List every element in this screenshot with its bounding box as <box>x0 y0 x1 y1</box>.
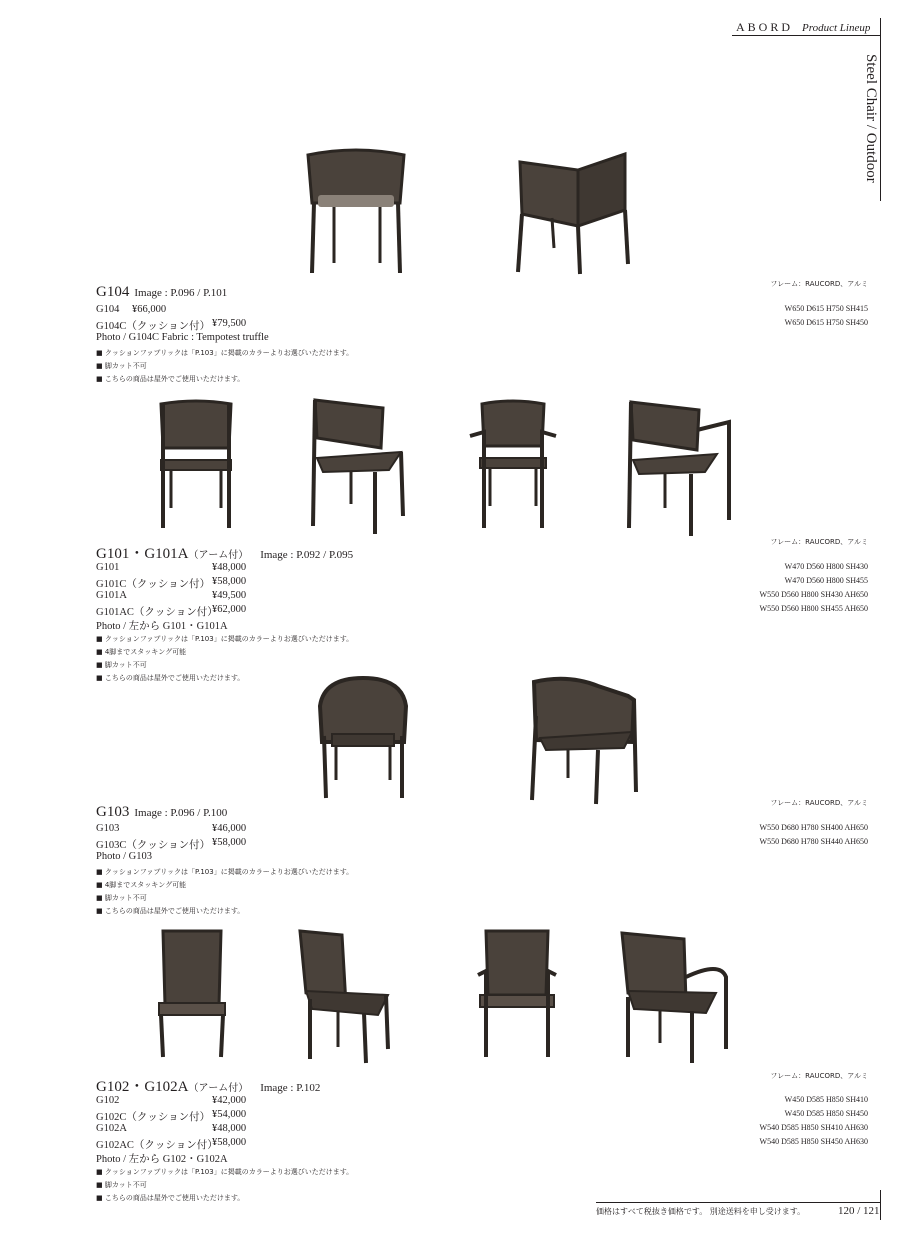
variant-label: G102 <box>96 1095 120 1106</box>
dimensions: W550 D680 H780 SH400 AH650 <box>759 823 868 832</box>
chair-photo-g104-front <box>300 145 412 275</box>
chair-photo-g101a-front <box>466 398 560 532</box>
frame-material: フレーム：RAUCORD、アルミ <box>770 1072 868 1080</box>
page-number: 120 / 121 <box>838 1205 880 1217</box>
variant-label: G102C（クッション付） <box>96 1112 211 1123</box>
variant-price: ¥58,000 <box>212 576 247 587</box>
photo-caption: Photo / 左から G102・G102A <box>96 1154 228 1165</box>
dimensions: W450 D585 H850 SH410 <box>784 1095 868 1104</box>
product-name <box>96 284 227 301</box>
image-reference: Image : P.102 <box>260 1082 321 1094</box>
footer-divider <box>596 1202 880 1203</box>
image-reference: Image : P.096 / P.101 <box>134 287 228 299</box>
dimensions: W540 D585 H850 SH450 AH630 <box>759 1137 868 1146</box>
frame-material: フレーム：RAUCORD、アルミ <box>770 799 868 807</box>
price-row <box>96 1123 247 1137</box>
dimensions: W470 D560 H800 SH455 <box>784 576 868 585</box>
variant-price: ¥58,000 <box>212 1137 247 1148</box>
product-note: ■ クッションファブリックは「P.103」に掲載のカラーよりお選びいただけます。 <box>96 635 354 643</box>
variant-price: ¥48,000 <box>212 562 247 573</box>
variant-label: G103C（クッション付） <box>96 840 211 851</box>
product-note: ■ 脚カット不可 <box>96 894 147 902</box>
variant-label: G104 <box>96 304 120 315</box>
variant-label: G102A <box>96 1123 127 1134</box>
dimensions: W450 D585 H850 SH450 <box>784 1109 868 1118</box>
price-row <box>96 604 247 618</box>
price-row <box>96 837 247 851</box>
header-divider <box>732 35 880 36</box>
product-name <box>96 804 227 821</box>
variant-label: G101C（クッション付） <box>96 579 211 590</box>
chair-photo-g102-front <box>155 929 229 1059</box>
product-model: G102・G102A <box>96 1079 189 1095</box>
frame-material: フレーム：RAUCORD、アルミ <box>770 280 868 288</box>
brand-name: ABORD <box>736 20 794 34</box>
variant-price: ¥79,500 <box>212 318 247 329</box>
variant-label: G101 <box>96 562 120 573</box>
variant-price: ¥66,000 <box>132 304 167 315</box>
product-name-suffix: （アーム付） <box>188 1083 249 1094</box>
price-row <box>96 318 247 332</box>
image-reference: Image : P.096 / P.100 <box>134 807 228 819</box>
dimensions: W550 D560 H800 SH430 AH650 <box>759 590 868 599</box>
variant-price: ¥48,000 <box>212 1123 247 1134</box>
chair-photo-g103-front <box>314 676 412 802</box>
variant-label: G104C（クッション付） <box>96 321 211 332</box>
variant-label: G102AC（クッション付） <box>96 1140 218 1151</box>
price-row <box>96 1095 247 1109</box>
product-note: ■ クッションファブリックは「P.103」に掲載のカラーよりお選びいただけます。 <box>96 868 354 876</box>
product-note: ■ 脚カット不可 <box>96 661 147 669</box>
product-model: G103 <box>96 804 130 820</box>
image-reference: Image : P.092 / P.095 <box>260 549 354 561</box>
chair-photo-g101-front <box>155 398 237 530</box>
product-note: ■ こちらの商品は屋外でご使用いただけます。 <box>96 375 245 383</box>
variant-label: G101AC（クッション付） <box>96 607 218 618</box>
chair-photo-g102-angle <box>298 929 392 1065</box>
category-title: Steel Chair / Outdoor <box>863 54 879 183</box>
product-model: G104 <box>96 284 130 300</box>
product-model: G101・G101A <box>96 546 189 562</box>
chair-photo-g102a-angle <box>620 931 732 1065</box>
product-note: ■ 4脚までスタッキング可能 <box>96 648 187 656</box>
variant-price: ¥58,000 <box>212 837 247 848</box>
product-note: ■ こちらの商品は屋外でご使用いただけます。 <box>96 907 245 915</box>
variant-label: G103 <box>96 823 120 834</box>
price-row <box>96 304 167 318</box>
variant-price: ¥62,000 <box>212 604 247 615</box>
catalog-header <box>736 20 870 35</box>
product-note: ■ クッションファブリックは「P.103」に掲載のカラーよりお選びいただけます。 <box>96 1168 354 1176</box>
product-note: ■ 脚カット不可 <box>96 1181 147 1189</box>
product-note: ■ 脚カット不可 <box>96 362 147 370</box>
chair-photo-g104-back <box>510 148 635 276</box>
product-note: ■ こちらの商品は屋外でご使用いただけます。 <box>96 1194 245 1202</box>
chair-photo-g102a-front <box>474 929 560 1059</box>
chair-photo-g101a-angle <box>625 398 733 538</box>
price-row <box>96 1109 247 1123</box>
product-lineup-label: Product Lineup <box>802 22 871 34</box>
chair-photo-g101-angle <box>305 396 407 536</box>
dimensions: W550 D680 H780 SH440 AH650 <box>759 837 868 846</box>
product-note: ■ クッションファブリックは「P.103」に掲載のカラーよりお選びいただけます。 <box>96 349 354 357</box>
product-note: ■ 4脚までスタッキング可能 <box>96 881 187 889</box>
footer-vertical-divider <box>880 1190 881 1220</box>
product-name-suffix: （アーム付） <box>188 550 249 561</box>
variant-price: ¥49,500 <box>212 590 247 601</box>
variant-price: ¥46,000 <box>212 823 247 834</box>
variant-price: ¥42,000 <box>212 1095 247 1106</box>
variant-price: ¥54,000 <box>212 1109 247 1120</box>
dimensions: W650 D615 H750 SH415 <box>784 304 868 313</box>
header-vertical-divider <box>880 18 881 201</box>
product-note: ■ こちらの商品は屋外でご使用いただけます。 <box>96 674 245 682</box>
dimensions: W470 D560 H800 SH430 <box>784 562 868 571</box>
price-row <box>96 562 247 576</box>
photo-caption: Photo / 左から G101・G101A <box>96 621 228 632</box>
price-row <box>96 1137 247 1151</box>
dimensions: W650 D615 H750 SH450 <box>784 318 868 327</box>
price-row <box>96 576 247 590</box>
chair-photo-g103-angle <box>528 676 642 806</box>
product-name <box>96 542 353 563</box>
price-disclaimer: 価格はすべて税抜き価格です。 別途送料を申し受けます。 <box>596 1207 806 1216</box>
variant-label: G101A <box>96 590 127 601</box>
price-row <box>96 590 247 604</box>
product-name <box>96 1075 320 1096</box>
photo-caption: Photo / G103 <box>96 851 153 862</box>
frame-material: フレーム：RAUCORD、アルミ <box>770 538 868 546</box>
photo-caption: Photo / G104C Fabric : Tempotest truffle <box>96 332 269 343</box>
dimensions: W550 D560 H800 SH455 AH650 <box>759 604 868 613</box>
dimensions: W540 D585 H850 SH410 AH630 <box>759 1123 868 1132</box>
price-row <box>96 823 247 837</box>
